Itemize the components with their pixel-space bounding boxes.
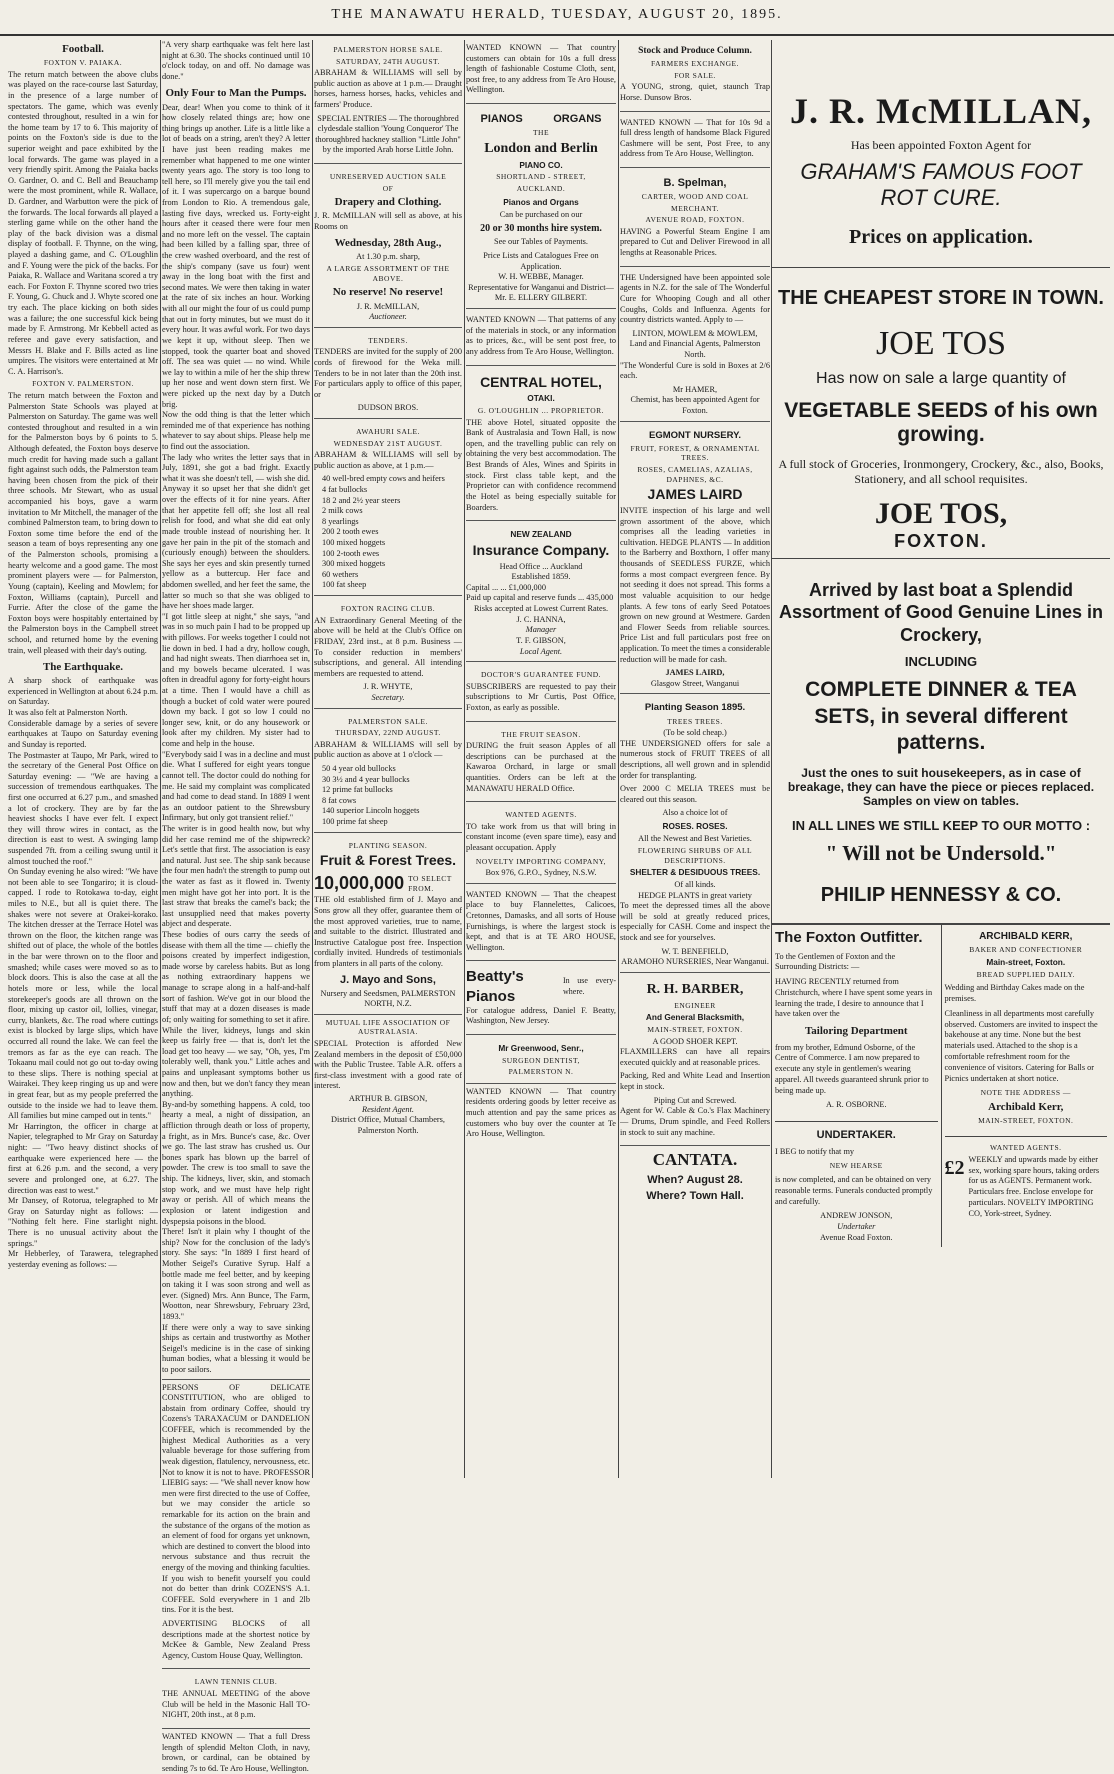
benefield-nursery-ad <box>620 697 770 973</box>
ad-text: To meet the depressed times all the above will be sold at greatly reduced prices, especially for CASH. Come and inspect the stock and see for yourselves. <box>620 901 770 943</box>
column-rule <box>464 40 465 1478</box>
ad-heading: MUTUAL LIFE ASSOCIATION OF AUSTRALASIA. <box>325 1017 451 1037</box>
ad-signature: Mr HAMER, <box>672 384 718 394</box>
ad-title: London and Berlin <box>484 140 598 156</box>
mutual-life-ad <box>314 1018 462 1137</box>
list-item: 50 4 year old bullocks <box>322 763 396 773</box>
list-item: 200 2 tooth ewes <box>322 527 379 537</box>
ad-signature: ARTHUR B. GIBSON, <box>348 1094 428 1104</box>
ad-title: " Will not be Undersold." <box>825 841 1057 866</box>
ad-text: Just the ones to suit housekeepers, as in case of breakage, they can have the piece or pieces replaced. Samples on view on tables. <box>787 766 1095 809</box>
ad-text: FRUIT, FOREST, & ORNAMENTAL TREES. <box>630 443 760 463</box>
ad-text: NEW HEARSE <box>829 1161 883 1171</box>
ad-text: CARTER, WOOD AND COAL <box>641 192 749 202</box>
ad-date: SATURDAY, 24TH AUGUST. <box>336 56 440 66</box>
ad-heading: FOR SALE. <box>674 70 716 80</box>
dentist-ad <box>466 1038 616 1084</box>
football-heading: Football. <box>62 43 104 55</box>
ad-text: SURGEON DENTIST, <box>502 1055 580 1065</box>
list-item: 100 prime fat sheep <box>322 817 388 826</box>
ad-figure: £2 <box>944 1156 965 1179</box>
ad-title: Insurance Company. <box>472 541 610 558</box>
ad-text: Of all kinds. <box>674 880 716 890</box>
ad-signature: JAMES LAIRD, <box>665 668 725 678</box>
ad-title: GRAHAM'S FAMOUS FOOT ROT CURE. <box>800 159 1082 211</box>
wanted-ad: WANTED KNOWN — That a full Dress length of splendid Melton Cloth, in navy, brown, or cardinal, can be obtained by sending 7s to 6d. Te Aro House, Wellington. <box>162 1731 310 1773</box>
display-ads <box>772 40 1110 1247</box>
ad-heading: THE FRUIT SEASON. <box>501 729 581 739</box>
ad-title: CANTATA. <box>652 1150 738 1170</box>
ad-signature: J. R. WHYTE, <box>363 682 413 692</box>
list-item: 40 well-bred empty cows and heifers <box>322 474 445 484</box>
ad-text: For catalogue address, Daniel F. Beatty, Washington, New Jersey. <box>466 1005 616 1026</box>
ad-text: At 1.30 p.m. sharp, <box>356 251 420 261</box>
ad-title: PIANO CO. <box>519 159 563 170</box>
ad-title: Main-street, Foxton. <box>986 956 1066 967</box>
ad-text: INCLUDING <box>904 654 978 670</box>
ad-heading: FOXTON RACING CLUB. <box>340 604 436 614</box>
ad-text: FLAXMILLERS can have all repairs executed quickly and at reasonable prices. <box>620 1047 770 1067</box>
beatty-ad <box>466 964 616 1035</box>
ad-title: NEW ZEALAND <box>510 529 572 540</box>
ad-text: To the Gentlemen of Foxton and the Surrounding Districts: — <box>775 951 896 972</box>
ad-text: PALMERSTON N. <box>508 1067 574 1077</box>
piano-ad <box>466 107 616 309</box>
coffee-ad <box>162 1379 310 1670</box>
ad-text: IN ALL LINES WE STILL KEEP TO OUR MOTTO : <box>791 818 1091 834</box>
ad-text: HAVING RECENTLY returned from Christchurch, where I have spent some years in learning the trade, I desire to announce that I have taken over the <box>775 977 933 1019</box>
ad-title: No reserve! No reserve! <box>332 286 444 299</box>
ad-title: J. Mayo and Sons, <box>340 973 436 986</box>
ad-text: Cleanliness in all departments most carefully observed. Customers are invited to inspect the bakehouse at any time. None but the best materials used. Attached to the shop is a comfortable refreshment room for the convenience of visitors. Catering for Balls or Picnics undertaken at short notice. <box>944 1008 1098 1083</box>
ad-title: COMPLETE DINNER & TEA SETS, in several different patterns. <box>805 678 1077 754</box>
ad-signature: J. R. McMILLAN, <box>356 301 420 311</box>
article-paragraph: "I got little sleep at night," she says, "and was in so much pain I had to be propped up with pillows. For weeks together I could not lie down in bed. I had a dry, hollow cough, and had night sweats. Then diarrhoea set in, and my bowels became ulcerated. I was often in dreadful agony for forty-eight hours at a time. Then I would have a chill as though a bucket of cold water were poured down my back. I got so low I could no longer sew, knit, or do any housework or look after my children. My sister had to come and help in the house. <box>162 611 310 749</box>
ad-text: SPECIAL Protection is afforded New Zealand members in the deposit of £50,000 with the Public Trustee. Table A.R. offers a first-class investment with a good rate of interest. <box>314 1039 462 1091</box>
ad-text: SHORTLAND - STREET, <box>496 172 586 182</box>
ad-title: Stock and Produce Column. <box>638 46 752 56</box>
ad-text: MERCHANT. <box>671 203 719 213</box>
ad-title: SHELTER & DESIDUOUS TREES. <box>629 867 761 878</box>
column-3 <box>314 40 462 1137</box>
ad-figure: 10,000,000 <box>314 873 405 894</box>
ad-heading: PALMERSTON SALE. <box>348 716 428 726</box>
ad-text: THE old established firm of J. Mayo and Sons grow all they offer, guarantee them of the most approved varieties, true to name, and suitable to the district. Illustrated and Instructive Catalogue post free. Inspection cordially invited. Hundreds of testimonials from planters in all parts of the colony. <box>314 895 462 968</box>
article-paragraph: If there were only a way to save sinking ships as certain and trustworthy as Mother Seigel's medicine is in the case of sinking human bodies, what a blessing it would be to poor sailors. <box>162 1322 310 1375</box>
ad-text: is now completed, and can be obtained on very reasonable terms. Funerals conducted promptly and carefully. <box>775 1175 933 1206</box>
list-item: 60 wethers <box>322 569 359 579</box>
list-item: 18 2 and 2½ year steers <box>322 495 401 505</box>
tenders-ad <box>314 331 462 419</box>
ad-text: THE UNDERSIGNED offers for sale a numerous stock of FRUIT TREES of all descriptions, all well grown and in splendid order for transplanting. <box>620 738 770 780</box>
ad-signature: Auctioneer. <box>369 312 407 322</box>
ad-text: Piping Cut and Screwed. <box>653 1095 737 1105</box>
ad-text: THE above Hotel, situated opposite the Bank of Australasia and Town Hall, is now open, and the travelling public can rely on obtaining the very best accommodation. The Best Brands of Ales, Wines and Spirits in stock. First class table kept, and the Proprietor can with confidence recommend the Hotel as being especially suitable for Boarders. <box>466 417 616 512</box>
lawn-tennis-ad <box>162 1672 310 1728</box>
ad-text: TO SELECT FROM. <box>408 874 452 893</box>
ad-signature: W. T. BENEFIELD, <box>661 946 729 956</box>
ad-title: J. R. McMILLAN, <box>790 91 1092 131</box>
stock-list <box>314 764 462 828</box>
article-paragraph: The lady who writes the letter says that in July, 1891, she got a bad fright. Exactly what it was she doesn't tell, — wish she did. Anyway it so upset her that she didn't get over the effects of it for nine years. After that her appetite fell off; she lost all real relish for food, and what she did eat only made trouble instead of nourishing her. It gave her pain in the pit of the stomach and (curiously enough) between the shoulders. She says her eyes and skin presently turned yellow as a buttercup. Her face and abdomen swelled, and her feet the same, the latter so much so that she was obliged to have her shoes made larger. <box>162 452 310 611</box>
mayo-nursery-ad <box>314 836 462 1015</box>
ad-heading: UNRESERVED AUCTION SALE <box>329 172 447 182</box>
ad-text: HAVING a Powerful Steam Engine I am prepared to Cut and Deliver Firewood in all lengths at Reasonable Prices. <box>620 226 770 258</box>
ad-text: See our Tables of Payments. <box>494 237 588 247</box>
ad-text: SUBSCRIBERS are requested to pay their subscriptions to Mr Curtis, Post Office, Foxton, as early as possible. <box>466 681 616 712</box>
stock-column-ad <box>620 40 770 112</box>
ad-title: JOE TOS, <box>874 496 1008 530</box>
ad-text: Where? Town Hall. <box>646 1189 744 1202</box>
list-item: 4 fat bullocks <box>322 484 368 494</box>
ad-signature: LINTON, MOWLEM & MOWLEM, <box>632 328 758 338</box>
ad-text: NOTE THE ADDRESS — <box>980 1088 1071 1098</box>
ad-text: BAKER AND CONFECTIONER <box>969 945 1083 955</box>
earthquake-heading: The Earthquake. <box>42 661 124 674</box>
ad-heading: WANTED AGENTS. <box>505 810 577 820</box>
ad-title: THE CHEAPEST STORE IN TOWN. <box>778 286 1104 309</box>
list-item: 140 superior Lincoln hoggets <box>322 806 420 816</box>
racing-club-ad <box>314 599 462 708</box>
fruit-season-ad <box>466 725 616 803</box>
article-paragraph: Mr Hebberley, of Tarawera, telegraphed yesterday evening as follows: — <box>8 1249 158 1269</box>
article-paragraph: These bodies of ours carry the seeds of disease with them all the time — chiefly the poisons created by imperfect indigestion, made worse by careless habits. But as long as nothing extraordinary happens we manage to scrape along in a half-and-half sort of fashion. We've got in our blood the stuff that may at a dozen diseases is made of; only waiting for something to set it afire. While the liver, kidneys, lungs and skin keep us fairly free — that is, don't let the load get too heavy — we say, "Oh, yes, I'm tolerably well, thank you." Little aches and pains and unpleasant symptoms bother us now and then, but we don't fancy they mean anything. <box>162 930 310 1099</box>
ad-heading: TENDERS. <box>368 335 408 345</box>
ad-heading: AWAHURI SALE. <box>356 426 420 436</box>
ad-text: Can be purchased on our <box>499 210 583 220</box>
central-hotel-ad <box>466 369 616 522</box>
osborne-undertaker-ads <box>772 925 942 1247</box>
list-item: 8 fat cows <box>322 795 357 805</box>
ad-signature: Local Agent. <box>519 646 563 656</box>
ad-title: Tailoring Department <box>804 1025 908 1038</box>
spelman-ad <box>620 171 770 267</box>
ad-figure-row <box>314 872 462 895</box>
ad-text: Packing, Red and White Lead and Insertion kept in stock. <box>620 1071 770 1092</box>
ad-title: Archibald Kerr, <box>988 1101 1064 1114</box>
article-paragraph: It was also felt at Palmerston North. <box>8 708 128 718</box>
article-paragraph: A sharp shock of earthquake was experienced in Wellington at about 6.24 p.m. on Saturday. <box>8 676 158 707</box>
ad-text: TENDERS are invited for the supply of 200 cords of firewood for the Weka mill. Tenders to be in not later than the 20th inst. For particulars apply to office of this paper, or <box>314 347 462 399</box>
awahuri-sale-ad <box>314 422 462 596</box>
ad-title: CENTRAL HOTEL, <box>480 373 602 390</box>
ad-signature: ANDREW JONSON, <box>820 1211 893 1221</box>
ad-text: ARAMOHO NURSERIES, Near Wanganui. <box>621 957 769 967</box>
ad-text: WEEKLY and upwards made by either sex, working spare hours, taking orders for us as AGENTS. Permanent work. Particulars free. Enclose envelope for particulars. NOVELTY IMPORTING CO, York-street, Sydney. <box>968 1154 1100 1218</box>
ad-signature: DUDSON BROS. <box>357 403 419 413</box>
ad-text: District Office, Mutual Chambers, Palmerston North. <box>331 1115 445 1135</box>
column-4 <box>466 40 616 1140</box>
article-paragraph: On Sunday evening he also wired: "We have not been able to see Tongariro; it is cloud-capped. I rode to Rotokawa to-day, eight miles to N.E., but all is quiet there. The shakes were not severe at Orakei-korako. The kitchen dresser at the Terrace Hotel was thrown on the floor, the kitchen range was shifted out of place, the whole of the bottles in the bar were thrown on to the floor and smashed; while cases were moved so as to block doors. This is also the case at all the hotels more or less, while the local storekeeper's goods are all thrown on the floor, mixing up castor oil, lollies, vinegar, curry, blankets, &c. The road where cuttings exist is blocked by large slips, which have occurred all round the lake. We can feel the tremors as far as the eye can reach. The Tokaanu mail could not go out to-day owing to these slips. There is nothing special at Wairakei. They keep ringing us up and were in great fear, but as my people preferred the outside to the inside we had to leave them. All families but mine camped out in tents." <box>8 867 158 1121</box>
ad-text: from my brother, Edmund Osborne, of the Centre of Commerce. I am now prepared to execute any style in gentlemen's wearing apparel. All tweeds guaranteed shrunk prior to being made up. <box>775 1042 929 1095</box>
ad-title: Beatty's Pianos <box>466 968 524 1005</box>
ad-heading: PALMERSTON HORSE SALE. <box>333 45 443 54</box>
subheading: FOXTON V. PAIAKA. <box>43 58 123 68</box>
article-paragraph: The Postmaster at Taupo, Mr Park, wired to the secretary of the General Post Office on Saturday evening: — "We are having a succession of tremendous earthquakes. The first one occurred at 6.27 p.m., and smashed a lot of crockery. They are by far the heaviest shocks I have ever felt. I expect they will throw wires in contact, as the direction is east to west. A swinging lamp suspended 7ft. from a ceiling swung until it almost touched the roof." <box>8 750 158 866</box>
ad-title: ARCHIBALD KERR, <box>979 931 1073 943</box>
ad-text: Representative for Wanganui and District— <box>468 282 614 292</box>
ad-signature: T. F. GIBSON, <box>516 635 566 645</box>
article-paragraph: There! Isn't it plain why I thought of the ship? Now for the conclusion of the lady's story. She says: "In 1889 I first heard of Mother Seigel's Curative Syrup. Half a bottle made me feel better, and by keeping on taking it I was soon strong and well as ever. (Signed) Mrs. Ann Bunce, The Farm, Wootton, near Shrewsbury, February 23rd, 1893." <box>162 1227 310 1321</box>
ad-text: Paid up capital and reserve funds ... 435,000 <box>466 593 614 603</box>
ad-text: FOXTON. <box>894 530 988 551</box>
ad-text: ABRAHAM & WILLIAMS will sell by public auction as above, at 1 p.m.— <box>314 450 462 470</box>
wanted-ad <box>466 887 616 962</box>
ad-title: EGMONT NURSERY. <box>648 429 742 441</box>
mcmillan-ad <box>772 40 1110 268</box>
palmerston-sale-ad <box>314 712 462 833</box>
ad-title: B. Spelman, <box>663 177 727 189</box>
ad-text: MAIN-STREET, FOXTON. <box>978 1116 1074 1126</box>
article-paragraph: "Everybody said I was in a decline and must die. What I suffered for eight years tongue cannot tell. The doctor could do nothing for me. He said my complaint was complicated and had come to dead stand. In 1889 I went as an outdoor patient to the Shrewsbury Infirmary, but only got transient relief." <box>162 749 310 823</box>
ad-text: THE <box>532 128 550 138</box>
ad-text: AUCKLAND. <box>516 183 566 193</box>
ad-text: Wedding and Birthday Cakes made on the premises. <box>944 983 1085 1004</box>
ad-text: SPECIAL ENTRIES — The thoroughbred clydesdale stallion 'Young Conqueror' The thoroughbred hackney stallion "Little John" by the imported Arab horse Little John. <box>315 113 461 155</box>
ad-text: WANTED KNOWN — That for 10s 9d a full dress length of handsome Black Figured Cashmere will be sent, Post Free, to any address from Te Aro House, Wellington. <box>620 117 770 159</box>
ad-signature: Undertaker <box>837 1222 876 1232</box>
ad-text: In use every-where. <box>563 976 616 996</box>
ad-text: A YOUNG, strong, quiet, staunch Trap Horse. Dunsow Bros. <box>620 82 770 102</box>
ad-text: WANTED KNOWN — That the cheapest place to buy Flannelettes, Calicoes, Cretonnes, Damasks, and all sorts of House Furnishings, is where the largest stock is kept, and that is at TE ARO HOUSE, Wellington. <box>466 889 616 952</box>
ad-text: When? August 28. <box>647 1173 743 1186</box>
ad-heading: PLANTING SEASON. <box>348 840 428 850</box>
ad-text: INVITE inspection of his large and well grown assortment of the above, which comprises all the leading varieties in cultivation. HEDGE PLANTS — In addition to the Barberry and Boxthorn, I offer many thousands of SEEDLESS FURZE, which forms a most compact evergreen fence. By not seeding it does not spread. This forms a most valuable acquisition to our hedge plants. A few tons of early Seed Potatoes grown on new ground at Westmere. Garden and Flower Seeds from reliable sources. Price List and full particulars post free on application. To meet the times a considerable reduction will be made for cash. <box>620 506 770 664</box>
stock-list <box>314 474 462 591</box>
article-paragraph: Mr Harrington, the officer in charge at Napier, telegraphed to Mr Gray on Saturday night: — "Two heavy distinct shocks of earthquake were experienced here — the first at 6.26 p.m. and the second, a very severe and prolonged one, at 6.27. The direction was east to west." <box>8 1121 158 1195</box>
wanted-agents-ad <box>466 805 616 884</box>
ad-signature: Manager <box>525 625 557 635</box>
list-item: 100 mixed hoggets <box>322 538 386 548</box>
column-rule <box>160 40 161 1478</box>
ad-date: WEDNESDAY 21ST AUGUST. <box>333 438 443 448</box>
wanted-ad <box>620 115 770 168</box>
ad-text: Prices on application. <box>849 225 1033 248</box>
hennessy-ad <box>772 559 1110 924</box>
ad-text: TO take work from us that will bring in constant income (even spare time), easy and pleasant occupation. Apply <box>466 821 616 852</box>
kerr-agents-ads <box>942 925 1111 1247</box>
ad-text: HEDGE PLANTS in great variety <box>638 890 752 900</box>
ad-text: Established 1859. <box>511 572 571 582</box>
list-item: 100 2-tooth ewes <box>322 548 380 558</box>
ad-text: Chemist, has been appointed Agent for Foxton. <box>630 395 760 415</box>
ad-body-row <box>945 1155 1108 1220</box>
ad-text: J. R. McMILLAN will sell as above, at his Rooms on <box>314 211 462 231</box>
column-5 <box>620 40 770 1205</box>
ad-title: JAMES LAIRD <box>647 486 743 503</box>
ad-text: WANTED KNOWN — That patterns of any of the materials in stock, or any information as to prices, &c., will be sent post free, to any address from Te Aro House, Wellington. <box>466 315 616 356</box>
ad-heading: DOCTOR'S GUARANTEE FUND. <box>480 670 602 680</box>
wanted-ad <box>466 312 616 365</box>
ad-text: FLOWERING SHRUBS OF ALL DESCRIPTIONS. <box>637 846 753 865</box>
ad-title-row <box>466 967 616 1005</box>
cantata-ad <box>620 1149 770 1203</box>
pumps-heading: Only Four to Man the Pumps. <box>165 87 307 100</box>
ad-text: Over 2000 C MELIA TREES must be cleared out this season. <box>620 784 770 804</box>
ad-text: DURING the fruit season Apples of all descriptions can be purchased at the Kawaroa Orchard, in large or small quantities. Orders can be left at the MANAWATU HERALD Office. <box>466 741 616 793</box>
subheading: FOXTON V. PALMERSTON. <box>32 379 134 389</box>
ad-title: Planting Season 1895. <box>644 702 746 714</box>
insurance-ad <box>466 524 616 662</box>
ad-text: AVENUE ROAD, FOXTON. <box>645 215 745 225</box>
ad-title: R. H. BARBER, <box>646 981 744 997</box>
ad-signature: A. R. OSBORNE. <box>825 1100 887 1110</box>
ad-text: Nursery and Seedsmen, PALMERSTON NORTH, N.Z. <box>320 988 456 1009</box>
ad-text: "The Wonderful Cure is sold in Boxes at 2/6 each. <box>620 360 770 381</box>
list-item: 8 yearlings <box>322 516 359 526</box>
bottom-ads <box>772 924 1110 1247</box>
ad-text: (To be sold cheap.) <box>663 728 727 738</box>
ad-text: AN Extraordinary General Meeting of the above will be held at the Club's Office on FRIDAY, 23rd inst., at 8 p.m. Business — To consider reduction in members' subscriptions, and general. All intending members are requested to attend. <box>314 615 462 678</box>
article-paragraph: Considerable damage by a series of severe earthquakes at Taupo on Saturday evening and Sunday is reported. <box>8 718 158 749</box>
ad-text: ABRAHAM & WILLIAMS will sell by public auction as above at 1 p.m.— Draught horses, harness horses, hacks, vehicles and farmers' Produce. <box>314 68 462 110</box>
list-item: 12 prime fat bullocks <box>322 785 393 795</box>
ad-title: PHILIP HENNESSY & CO. <box>820 884 1062 907</box>
article-paragraph: Dear, dear! When you come to think of it how closely related things are; how one thing brings up another. Life is a little like a lot of beads on a string, aren't they? A letter I have just been reading makes me remember what happened to me one winter twenty years ago. The story is too long to tell here, so I'll merely give you the tail end of it. I was supercargo on a barque bound from London to Rio. A tremendous gale, lasting five days, wrecked us. Forty-eight hours after it ceased there were four men and no more left on the vessel. The captain had been killed by a falling spar, three of the crew washed overboard, and the rest of the ship's company (save us four) went away in the long boat with the first and second mates. We were then taking in water at the rate of six inches an hour. Working with all our might the four of us could pump that out in forty minutes, but we must do it every hour. It was awful work. For two days we kept it up, without sleep. Then we stopped, took the quarter boat and shoved off. The sea was quiet — no wind. While we lay to within a mile of her the ship threw up her nose and went down stern first. We were picked up the next day by a Dutch brig. <box>162 102 310 409</box>
ad-text: Price Lists and Catalogues Free on Application. <box>483 251 599 271</box>
article-paragraph: Now the odd thing is that the letter which reminded me of that experience has nothing whatever to say about ships. Please help me to find out the association. <box>162 410 310 452</box>
ad-text: MAIN-STREET, FOXTON. <box>647 1025 743 1035</box>
ad-text: Avenue Road Foxton. <box>820 1232 893 1242</box>
article-paragraph: The return match between the above clubs was played on the race-course last Saturday, in the presence of a large number of spectators. The game, which was evenly contested throughout, resulted in a win for the home team by 17 to 6. This majority of points on the Foxton's side is due to the superior weight and pace exhibited by the local forwards. The game was played in a very friendly spirit. Among the Paiaka backs O. Gardner, O. and C. Bell and Beauchamp were the most prominent, while R. Wallace, D. Gardner, and Warbutton were the pick of the forwards. The local forwards all played a sterling game while on the other hand the play of the back division was a dismal display of football. F. Thynne, on the wing, played a dashing game, and C. O'Loughlin and F. Young were the pick of the backs. For Paiaka, R. Wallace and Waritana scored a try each. For Foxton F. Thynne scored two tries F. Young, G. Chuck and J. Whyte scored one try each. The place kicking on both sides was a failure; the one successful kick being made by F. Armstrong. Mr Kebbell acted as referee and gave every satisfaction, and Messrs H. Blake and F. Bills acted as line umpires. The visitors were entertained at Mr C. A. Harrison's. <box>8 69 158 376</box>
ad-text: Head Office ... Auckland <box>499 561 583 571</box>
ad-title: Wednesday, 28th Aug., <box>334 236 442 249</box>
ad-text: ENGINEER <box>674 1000 716 1010</box>
article-paragraph: The writer is in good health now, but why did her case remind me of the shipwreck? Let's settle that first. The association is easy and natural. Just see. The ship sank because the four men hadn't the strength to pump out the water as fast as it flowed in. Twenty men might have got her into port. It is the last straw that breaks the camel's back; the last unsupplied need that makes poverty abject and desperate. <box>162 823 310 929</box>
ad-text: BREAD SUPPLIED DAILY. <box>976 969 1075 979</box>
ad-signature: J. C. HANNA, <box>516 614 566 624</box>
ad-heading: FARMERS EXCHANGE. <box>651 59 739 69</box>
ad-title: And General Blacksmith, <box>645 1012 745 1023</box>
column-rule <box>312 40 313 1478</box>
ad-title: UNDERTAKER. <box>775 1121 938 1142</box>
ad-title: PIANOS ORGANS <box>480 113 602 126</box>
ad-title: JOE TOS <box>875 324 1007 362</box>
ad-text: ADVERTISING BLOCKS of all descriptions made at the shortest notice by McKee & Gamble, New Zealand Press Agency, Custom House Quay, Wellington. <box>162 1619 310 1660</box>
drapery-sale-ad <box>314 167 462 328</box>
ad-signature: Resident Agent. <box>362 1104 414 1114</box>
column-2 <box>162 40 310 1774</box>
ad-text: Capital ... ... £1,000,000 <box>466 582 546 592</box>
ad-text: WANTED KNOWN — That country customers can obtain for 10s a full dress length of fashionable Costume Cloth, sent, post free, to any address from Te Aro House, Wellington. <box>466 43 616 95</box>
article-paragraph: Mr Dansey, of Rotorua, telegraphed to Mr Gray on Saturday night as follows: — "Nothing felt here. Fine starlight night. There is no unusual activity about the springs." <box>8 1196 158 1248</box>
ad-title: OTAKI. <box>527 393 555 404</box>
wanted-ad: WANTED KNOWN — That country residents ordering goods by letter receive as much attention and pay the same prices as customers who buy over the counter at Te Aro House, Wellington. <box>466 1086 616 1139</box>
ad-text: PERSONS OF DELICATE CONSTITUTION, who are obliged to abstain from ordinary Coffee, should try Cozens's TARAXACUM or DANDELION COFFEE, which is recommended by the highest Medical Authorities as a very valuable beverage for those suffering from weak digestion, flatulency, nervousness, etc. Not to know it is not to have. PROFESSOR LIEBIG says: — "We shall never know how men were first directed to the use of Coffee, but we may consider the article so remarkable for its action on the brain and the substance of the organs of the motion as an element of food for organs yet unknown, which are destined to convert the blood into nervous substance and thus recruit the energy of the moving and thinking faculties. If you wish to benefit yourself you could not do better than drink COZENS'S A.1. COFFEE. Sold everywhere in 1 and 2lb tins. For it is the best. <box>162 1382 310 1615</box>
ad-text: Has now on sale a large quantity of <box>816 369 1066 387</box>
ad-heading: OF <box>382 183 394 193</box>
list-item: 300 mixed hoggets <box>322 559 386 569</box>
list-item: 30 3½ and 4 year bullocks <box>322 774 410 784</box>
list-item: 100 fat sheep <box>322 580 367 590</box>
ad-signature: Mr. E. ELLERY GILBERT. <box>494 293 588 303</box>
barber-ad <box>620 976 770 1146</box>
ad-text: Has been appointed Foxton Agent for <box>850 138 1032 152</box>
joe-tos-ad <box>772 268 1110 559</box>
ad-text: I BEG to notify that my <box>775 1146 855 1156</box>
article-paragraph: "A very sharp earthquake was felt here last night at 6.30. The shocks continued until 10 o'clock today, on and off. No damage was done." <box>162 40 310 81</box>
ad-title: Arrived by last boat a Splendid Assortment of Good Genuine Lines in Crockery, <box>778 579 1104 645</box>
ad-signature: W. H. WEBBE, Manager. <box>498 272 584 282</box>
ad-text: A LARGE ASSORTMENT OF THE ABOVE. <box>326 264 450 283</box>
ad-title: ROSES. ROSES. <box>662 821 728 832</box>
ad-title: Mr Greenwood, Senr., <box>498 1043 584 1054</box>
column-1 <box>8 40 158 1270</box>
ad-text: THE Undersigned have been appointed sole agents in N.Z. for the sale of The Wonderful Cure for Whooping Cough and all other Coughs, Colds and Influenza. Agents for country districts wanted. Apply to — <box>620 272 770 325</box>
column-rule <box>618 40 619 1478</box>
article-paragraph: The return match between the Foxton and Palmerston State Schools was played at Palmerston on Saturday. The game was well contested throughout and resulted in a win for the Palmerston boys by 6 points to 5. Although defeated, the Foxton boys deserve much credit for having made such a gallant fight against such odds, the Palmerston team having been chosen from the pick of their three schools. Mr Stewart, who as usual accompanied his boys, gave a warm invitation to Mr Mitchell, the manager of the combined Palmerston team, to bring down to Foxton some time before the end of the season a team of boys representing any one of the Palmerston schools, promising a hearty welcome and a good game. The most prominent players were — for Palmerston, Young (captain), Keeling and Mowlem; for Foxton, Williams (captain), Purcell and Furrie. After the close of the game the Foxton boys were hospitably entertained by the Palmerston boys in the Campbell street school, and returned home by the evening train, well pleased with their day's outing. <box>8 390 158 655</box>
ad-title: Pianos and Organs <box>503 197 579 208</box>
ad-text: TREES TREES. <box>667 716 723 726</box>
ad-text: THE ANNUAL MEETING of the above Club will be held in the Masonic Hall TO-NIGHT, 20th inst., at 8 p.m. <box>162 1689 310 1720</box>
ad-text: ROSES, CAMELIAS, AZALIAS, DAPHNES, &C. <box>637 464 753 484</box>
ad-text: A full stock of Groceries, Ironmongery, Crockery, &c., also, Books, Stationery, and all school requisites. <box>778 456 1104 486</box>
article-paragraph: By-and-by something happens. A cold, too hearty a meal, a night of dissipation, an affliction through death or loss of property, a fright, as in Mrs. Bunce's case, &c. Over we go. The last straw has crushed us. Our bones spark has blown up the barrel of powder. The crew is too small to save the ship. The kidneys, liver, skin, and stomach stop work, and we must have help right away or perish. All of which means the explosion or latent indigestion and dyspepsia poisons in the blood. <box>162 1099 310 1226</box>
wanted-ad <box>466 40 616 104</box>
ad-title: Fruit & Forest Trees. <box>319 852 457 869</box>
egmont-nursery-ad <box>620 425 770 695</box>
ad-text: All the Newest and Best Varieties. <box>638 833 752 843</box>
ad-date: THURSDAY, 22ND AUGUST. <box>335 728 441 738</box>
ad-title: 20 or 30 months hire system. <box>480 222 602 234</box>
ad-title: VEGETABLE SEEDS of his own growing. <box>784 398 1098 446</box>
ad-text: Land and Financial Agents, Palmerston North. <box>629 339 761 359</box>
ad-text: Risks accepted at Lowest Current Rates. <box>473 604 609 614</box>
ad-signature: Secretary. <box>371 692 405 702</box>
ad-text: A GOOD SHOER KEPT. <box>652 1036 738 1046</box>
list-item: 2 milk cows <box>322 506 363 516</box>
horse-sale-ad <box>314 40 462 164</box>
ad-text: Agent for W. Cable & Co.'s Flax Machinery — Drums, Drum spindle, and Feed Rollers in stock to suit any machine. <box>620 1106 770 1137</box>
ad-text: Also a choice lot of <box>662 808 728 818</box>
ad-heading: WANTED AGENTS. <box>945 1136 1108 1153</box>
cough-cure-ad <box>620 270 770 422</box>
ad-heading: LAWN TENNIS CLUB. <box>194 1677 278 1687</box>
ad-text: G. O'LOUGHLIN ... PROPRIETOR. <box>477 406 605 416</box>
ad-title: The Foxton Outfitter. <box>775 929 923 947</box>
ad-signature: NOVELTY IMPORTING COMPANY, <box>475 856 607 866</box>
doctors-fund-ad <box>466 665 616 721</box>
ad-text: Glasgow Street, Wanganui <box>650 678 740 688</box>
ad-text: Box 976, G.P.O., Sydney, N.S.W. <box>485 868 597 878</box>
ad-text: ABRAHAM & WILLIAMS will sell by public auction as above at 1 o'clock — <box>314 739 462 760</box>
masthead: THE MANAWATU HERALD, TUESDAY, AUGUST 20, 1895. <box>0 0 1114 36</box>
ad-title: Drapery and Clothing. <box>334 196 442 209</box>
